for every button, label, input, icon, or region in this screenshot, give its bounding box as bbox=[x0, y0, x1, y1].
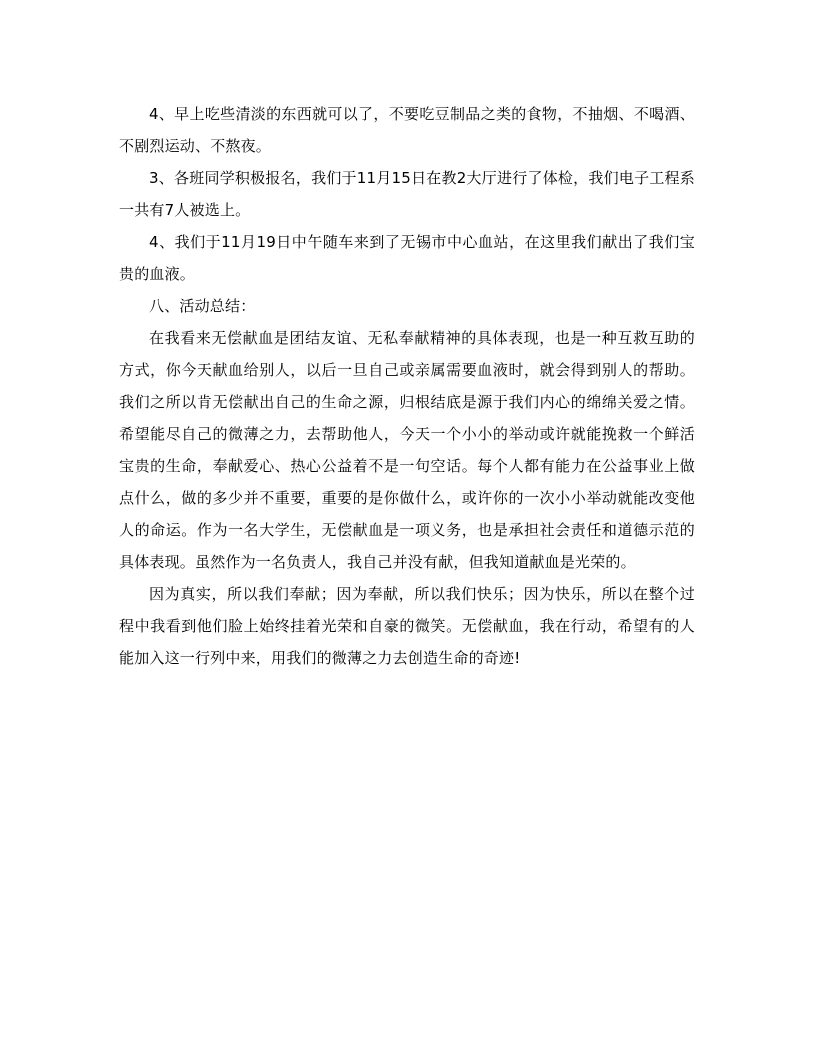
paragraph-breakfast-advice: 4、早上吃些清淡的东西就可以了，不要吃豆制品之类的食物，不抽烟、不喝酒、不剧烈运动、不熬夜。 bbox=[119, 105, 695, 155]
section-heading-summary: 八、活动总结： bbox=[149, 297, 256, 315]
paragraph-registration: 3、各班同学积极报名，我们于11月15日在教2大厅进行了体检，我们电子工程系一共有7人被选上。 bbox=[119, 169, 695, 219]
document-page bbox=[119, 98, 695, 674]
paragraph-closing: 因为真实，所以我们奉献；因为奉献，所以我们快乐；因为快乐，所以在整个过程中我看到他们脸上始终挂着光荣和自豪的微笑。无偿献血，我在行动，希望有的人能加入这一行列中来，用我们的微薄之力去创造生命的奇迹! bbox=[119, 585, 695, 667]
paragraph-summary-body: 在我看来无偿献血是团结友谊、无私奉献精神的具体表现，也是一种互救互助的方式，你今天献血给别人，以后一旦自己或亲属需要血液时，就会得到别人的帮助。我们之所以肯无偿献出自己的生命之源，归根结底是源于我们内心的绵绵关爱之情。希望能尽自己的微薄之力，去帮助他人，今天一个小小的举动或许就能挽救一个鲜活宝贵的生命，奉献爱心、热心公益着不是一句空话。每个人都有能力在公益事业上做点什么，做的多少并不重要，重要的是你做什么，或许你的一次小小举动就能改变他人的命运。作为一名大学生，无偿献血是一项义务，也是承担社会责任和道德示范的具体表现。虽然作为一名负责人，我自己并没有献，但我知道献血是光荣的。 bbox=[119, 329, 695, 571]
paragraph-blood-donation-trip: 4、我们于11月19日中午随车来到了无锡市中心血站，在这里我们献出了我们宝贵的血液。 bbox=[119, 233, 695, 283]
